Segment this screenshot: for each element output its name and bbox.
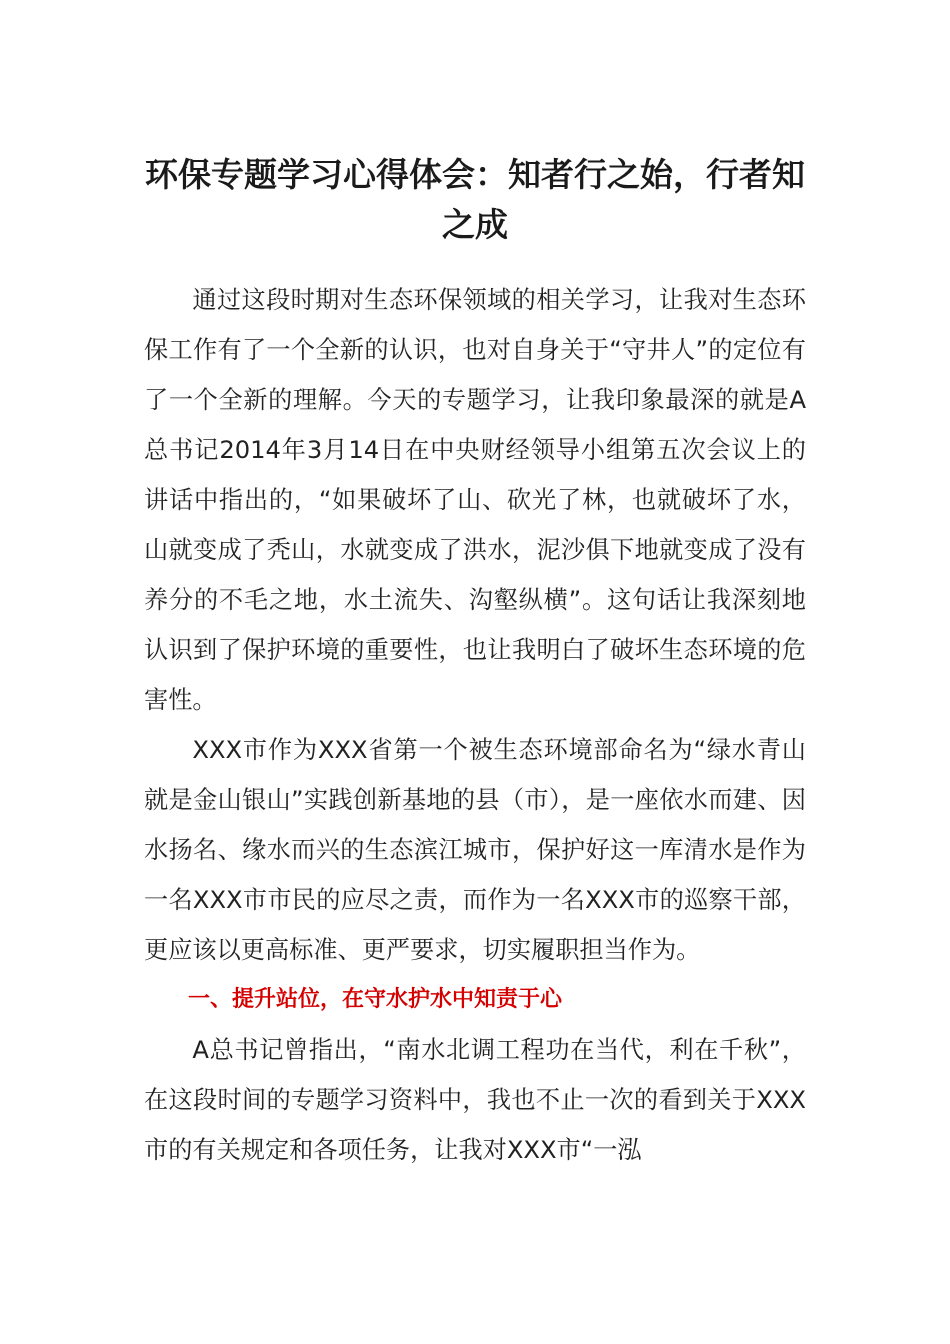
document-title: 环保专题学习心得体会：知者行之始，行者知之成 bbox=[145, 155, 805, 244]
paragraph-2: XXX市作为XXX省第一个被生态环境部命名为“绿水青山就是金山银山”实践创新基地的县（市），是一座依水而建、因水扬名、缘水而兴的生态滨江城市，保护好这一库清水是作为一名XXX市市民的应尽之责，而作为一名XXX市的巡察干部，更应该以更高标准、更严要求，切实履职担当作为。 bbox=[144, 736, 806, 964]
section-heading: 一、提升站位，在守水护水中知责于心 bbox=[188, 987, 563, 1012]
paragraph-1: 通过这段时期对生态环保领域的相关学习，让我对生态环保工作有了一个全新的认识，也对自身关于“守井人”的定位有了一个全新的理解。今天的专题学习，让我印象最深的就是A总书记2014年3月14日在中央财经领导小组第五次会议上的讲话中指出的，“如果破坏了山、砍光了林，也就破坏了水，山就变成了秃山，水就变成了洪水，泥沙俱下地就变成了没有养分的不毛之地，水土流失、沟壑纵横”。这句话让我深刻地认识到了保护环境的重要性，也让我明白了破坏生态环境的危害性。 bbox=[144, 286, 806, 714]
section-paragraph: A总书记曾指出，“南水北调工程功在当代，利在千秋”，在这段时间的专题学习资料中，我也不止一次的看到关于XXX市的有关规定和各项任务，让我对XXX市“一泓 bbox=[144, 1036, 806, 1164]
document-body bbox=[144, 275, 806, 1175]
